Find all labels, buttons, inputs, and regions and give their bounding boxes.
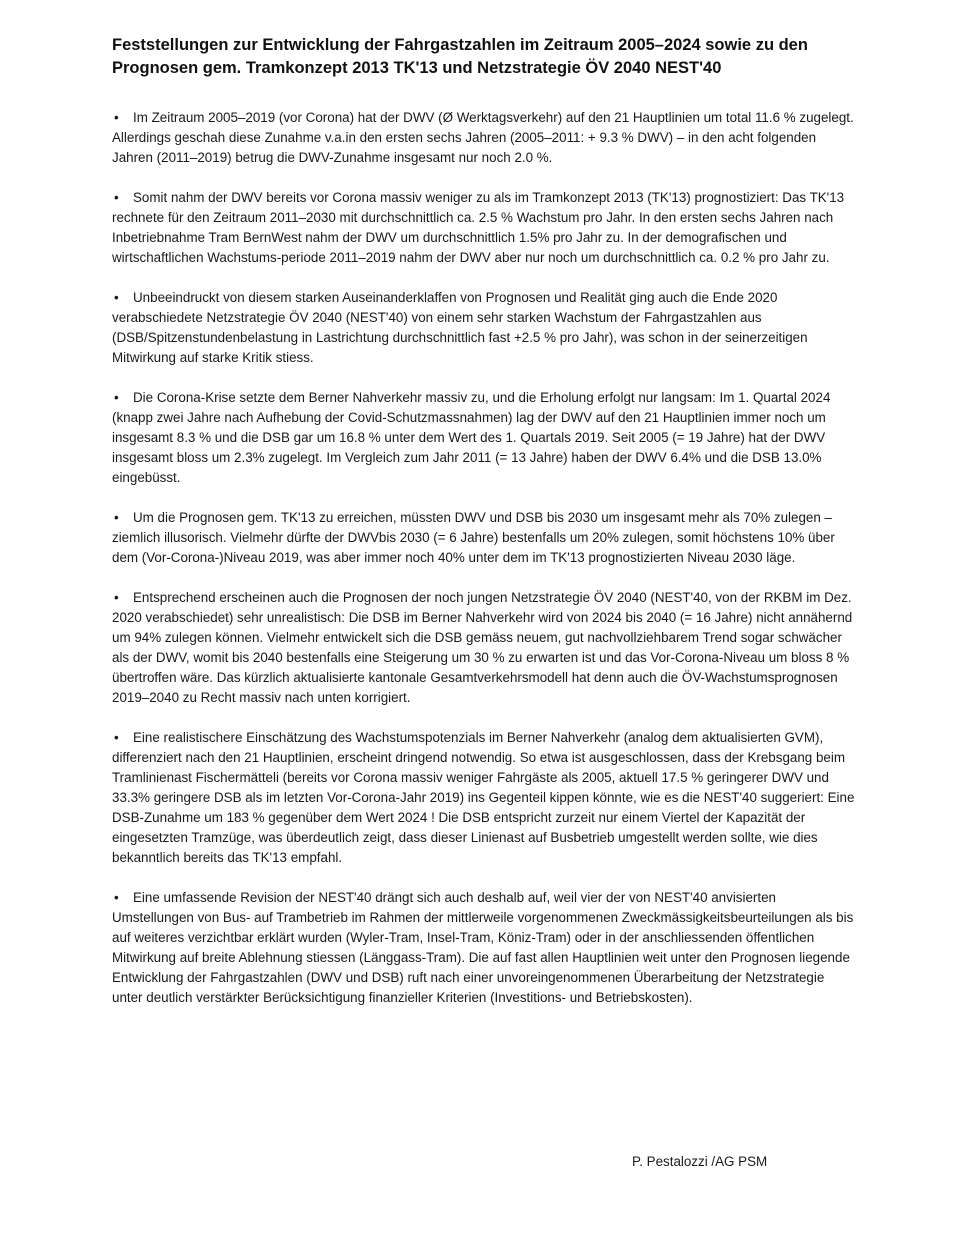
paragraph-text: Somit nahm der DWV bereits vor Corona massiv weniger zu als im Tramkonzept 2013 (TK'13) prognostiziert: Das TK'13 rechnete für den Zeitraum 2011–2030 mit durchschnittlich ca. 2.5 % Wachstum pro Jahr. In den ersten sechs Jahren nach Inbetriebnahme Tram BernWest nahm der DWV um durchschnittlich 1.5% pro Jahr zu. In der demografischen und wirtschaftlichen Wachstums-periode 2011–2019 nahm der DWV aber nur noch um durchschnittlich ca. 0.2 % pro Jahr zu. (112, 190, 845, 265)
paragraph (112, 388, 856, 488)
document-body (112, 108, 856, 1028)
bullet-marker: • (114, 590, 119, 605)
paragraph-text: Im Zeitraum 2005–2019 (vor Corona) hat der DWV (Ø Werktagsverkehr) auf den 21 Hauptlinien um total 11.6 % zugelegt. Allerdings geschah diese Zunahme v.a.in den ersten sechs Jahren (2005–2011: + 9.3 % DWV) – in den acht folgenden Jahren (2011–2019) betrug die DWV-Zunahme insgesamt nur noch 2.0 %. (112, 110, 854, 165)
bullet-marker: • (114, 510, 119, 525)
author-signature: P. Pestalozzi /AG PSM (632, 1154, 768, 1169)
paragraph (112, 888, 856, 1008)
paragraph (112, 188, 856, 268)
bullet-marker: • (114, 110, 119, 125)
document-title: Feststellungen zur Entwicklung der Fahrgastzahlen im Zeitraum 2005–2024 sowie zu den Prognosen gem. Tramkonzept 2013 TK'13 und Netzstrategie ÖV 2040 NEST'40 (112, 36, 808, 77)
paragraph-text: Um die Prognosen gem. TK'13 zu erreichen, müssten DWV und DSB bis 2030 um insgesamt mehr als 70% zulegen – ziemlich illusorisch. Vielmehr dürfte der DWVbis 2030 (= 6 Jahre) bestenfalls um 20% zulegen, somit höchstens 10% über dem (Vor-Corona-)Niveau 2019, was aber immer noch 40% unter dem im TK'13 prognostizierten Niveau 2030 läge. (112, 510, 835, 565)
paragraph (112, 728, 856, 868)
paragraph-text: Entsprechend erscheinen auch die Prognosen der noch jungen Netzstrategie ÖV 2040 (NEST'40, von der RKBM im Dez. 2020 verabschiedet) sehr unrealistisch: Die DSB im Berner Nahverkehr wird von 2024 bis 2040 (= 16 Jahre) nicht annähernd um 94% zulegen können. Vielmehr entwickelt sich die DSB gemäss neuem, gut nachvollziehbarem Trend sogar schwächer als der DWV, womit bis 2040 bestenfalls eine Steigerung um 30 % zu erwarten ist und das Vor-Corona-Niveau um bloss 8 % übertroffen wäre. Das kürzlich aktualisierte kantonale Gesamtverkehrsmodell hat denn auch die ÖV-Wachstumsprognosen 2019–2040 zu Recht massiv nach unten korrigiert. (112, 590, 853, 705)
bullet-marker: • (114, 730, 119, 745)
paragraph-text: Die Corona-Krise setzte dem Berner Nahverkehr massiv zu, und die Erholung erfolgt nur langsam: Im 1. Quartal 2024 (knapp zwei Jahre nach Aufhebung der Covid-Schutzmassnahmen) lag der DWV auf den 21 Hauptlinien immer noch um insgesamt 8.3 % und die DSB gar um 16.8 % unter dem Wert des 1. Quartals 2019. Seit 2005 (= 19 Jahre) hat der DWV insgesamt bloss um 2.3% zugelegt. Im Vergleich zum Jahr 2011 (= 13 Jahre) haben der DWV 6.4% und die DSB 13.0% eingebüsst. (112, 390, 831, 485)
paragraph (112, 108, 856, 168)
paragraph-text: Unbeeindruckt von diesem starken Auseinanderklaffen von Prognosen und Realität ging auch die Ende 2020 verabschiedete Netzstrategie ÖV 2040 (NEST'40) von einem sehr starken Wachstum der Fahrgastzahlen aus (DSB/Spitzenstundenbelastung in Lastrichtung durchschnittlich fast +2.5 % pro Jahr), was schon in der seinerzeitigen Mitwirkung auf starke Kritik stiess. (112, 290, 808, 365)
bullet-marker: • (114, 390, 119, 405)
paragraph-text: Eine realistischere Einschätzung des Wachstumspotenzials im Berner Nahverkehr (analog dem aktualisierten GVM), differenziert nach den 21 Hauptlinien, erscheint dringend notwendig. So etwa ist ausgeschlossen, dass der Krebsgang beim Tramlinienast Fischermätteli (bereits vor Corona massiv weniger Fahrgäste als 2005, aktuell 17.5 % geringerer DWV und 33.3% geringere DSB als im letzten Vor-Corona-Jahr 2019) ins Gegenteil kippen könnte, wie es die NEST'40 suggeriert: Eine DSB-Zunahme um 183 % gegenüber dem Wert 2024 ! Die DSB entspricht zurzeit nur einem Viertel der Kapazität der eingesetzten Tramzüge, was überdeutlich zeigt, dass dieser Linienast auf Busbetrieb umgestellt werden sollte, wie dies bekanntlich bereits das TK'13 empfahl. (112, 730, 855, 865)
paragraph (112, 288, 856, 368)
paragraph (112, 588, 856, 708)
paragraph-text: Eine umfassende Revision der NEST'40 drängt sich auch deshalb auf, weil vier der von NEST'40 anvisierten Umstellungen von Bus- auf Trambetrieb im Rahmen der mittlerweile vorgenommenen Zweckmässigkeitsbeurteilungen als bis auf weiteres verzichtbar erklärt wurden (Wyler-Tram, Insel-Tram, Köniz-Tram) oder in der anschliessenden öffentlichen Mitwirkung auf breite Ablehnung stiessen (Länggass-Tram). Die auf fast allen Hauptlinien weit unter den Prognosen liegende Entwicklung der Fahrgastzahlen (DWV und DSB) ruft nach einer unvoreingenommenen Überarbeitung der Netzstrategie unter deutlich verstärkter Berücksichtigung finanzieller Kriterien (Investitions- und Betriebskosten). (112, 890, 854, 1005)
paragraph (112, 508, 856, 568)
bullet-marker: • (114, 290, 119, 305)
bullet-marker: • (114, 890, 119, 905)
bullet-marker: • (114, 190, 119, 205)
